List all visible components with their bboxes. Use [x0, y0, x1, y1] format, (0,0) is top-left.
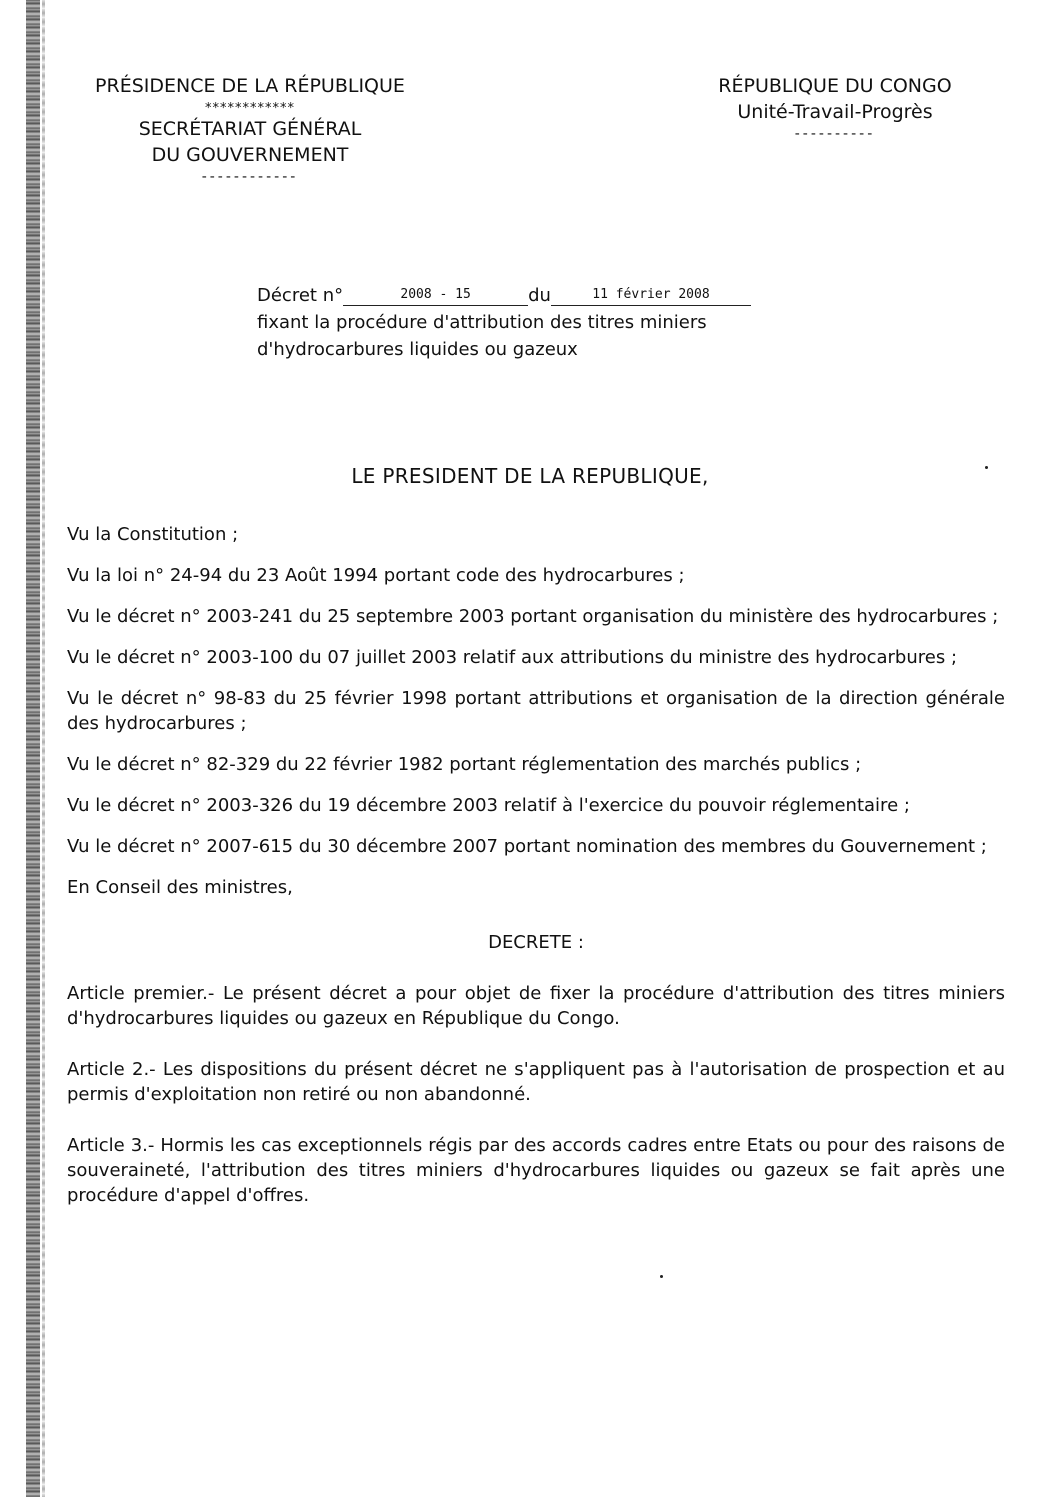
article-premier: [67, 981, 1005, 1031]
scan-speck: [660, 1275, 663, 1278]
article-3-label: Article 3.-: [67, 1135, 155, 1156]
article-2-label: Article 2.-: [67, 1059, 156, 1080]
decree-subject-line-2: d'hydrocarbures liquides ou gazeux: [257, 339, 578, 360]
decree-du: du: [528, 285, 551, 306]
decree-title-block: [257, 282, 777, 363]
government-title: DU GOUVERNEMENT: [151, 143, 349, 166]
header-stars: ************: [205, 100, 295, 116]
visa-decret-2003-241: Vu le décret n° 2003-241 du 25 septembre 2003 portant organisation du ministère des hydrocarbures ;: [67, 606, 999, 627]
header-right: [690, 74, 980, 144]
visa-decret-98-83: Vu le décret n° 98-83 du 25 février 1998 portant attributions et organisation de la direction générale des hydrocarbures ;: [67, 688, 1005, 734]
decree-date: 11 février 2008: [551, 285, 751, 306]
visa-decret-2003-100: Vu le décret n° 2003-100 du 07 juillet 2003 relatif aux attributions du ministre des hydrocarbures ;: [67, 647, 958, 668]
header-left-dashes: ------------: [201, 169, 299, 186]
visa-decret-2007-615: Vu le décret n° 2007-615 du 30 décembre 2007 portant nomination des membres du Gouvernement ;: [67, 836, 987, 857]
conseil-des-ministres: En Conseil des ministres,: [67, 877, 293, 898]
header-right-dashes: ----------: [794, 126, 876, 143]
president-heading: LE PRESIDENT DE LA REPUBLIQUE,: [351, 464, 709, 488]
article-3-text: Hormis les cas exceptionnels régis par des accords cadres entre Etats ou pour des raisons de souveraineté, l'attribution des titres miniers d'hydrocarbures liquides ou gazeux se fait après une procédure d'appel d'offres.: [67, 1135, 1005, 1206]
decree-subject-line-1: fixant la procédure d'attribution des titres miniers: [257, 312, 707, 333]
scan-binding-edge: [26, 0, 40, 1497]
article-premier-text: Le présent décret a pour objet de fixer la procédure d'attribution des titres miniers d'hydrocarbures liquides ou gazeux en République du Congo.: [67, 983, 1005, 1029]
presidency-title: PRÉSIDENCE DE LA RÉPUBLIQUE: [95, 75, 405, 97]
country-title: RÉPUBLIQUE DU CONGO: [718, 75, 952, 97]
scan-binding-shadow: [42, 0, 45, 1497]
article-2-text: Les dispositions du présent décret ne s'appliquent pas à l'autorisation de prospection et au permis d'exploitation non retiré ou non abandonné.: [67, 1059, 1005, 1105]
visa-loi-24-94: Vu la loi n° 24-94 du 23 Août 1994 portant code des hydrocarbures ;: [67, 565, 685, 586]
scan-speck: [985, 466, 988, 469]
secretariat-title: SECRÉTARIAT GÉNÉRAL: [138, 118, 362, 141]
header-left: [70, 74, 430, 187]
article-premier-label: Article premier.-: [67, 983, 215, 1004]
visa-constitution: Vu la Constitution ;: [67, 524, 239, 545]
national-motto: Unité-Travail-Progrès: [737, 100, 933, 123]
decree-body: [67, 522, 1005, 1224]
decree-prefix: Décret n°: [257, 285, 344, 306]
visa-decret-82-329: Vu le décret n° 82-329 du 22 février 1982 portant réglementation des marchés publics ;: [67, 754, 862, 775]
visa-decret-2003-326: Vu le décret n° 2003-326 du 19 décembre 2003 relatif à l'exercice du pouvoir réglementaire ;: [67, 795, 910, 816]
article-2: [67, 1057, 1005, 1107]
article-3: [67, 1133, 1005, 1208]
decrete-heading: DECRETE :: [488, 932, 584, 953]
decree-number-line: [257, 282, 777, 309]
decree-number: 2008 - 15: [343, 285, 528, 306]
